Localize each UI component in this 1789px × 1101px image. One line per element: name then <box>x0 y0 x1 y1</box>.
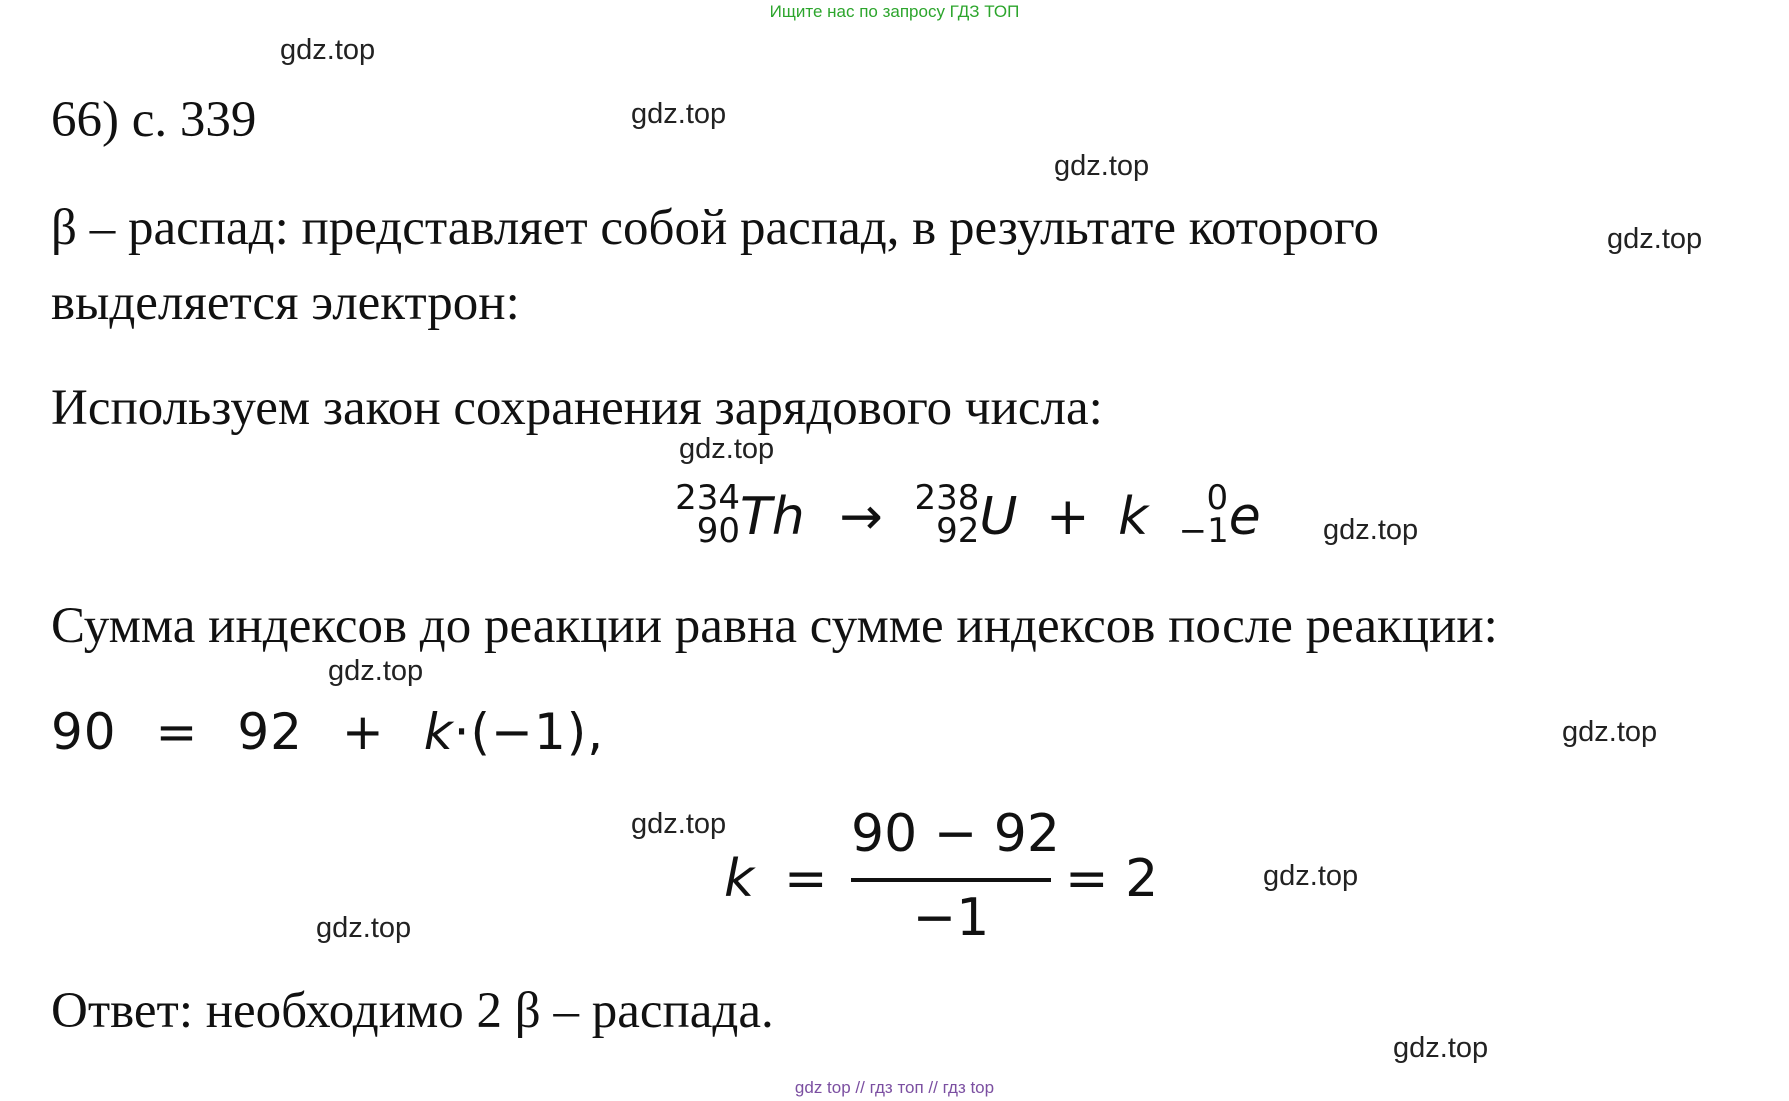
uranium-mass-number: 238 <box>914 478 980 518</box>
charge-balance-equation <box>51 703 605 761</box>
bottom-banner: gdz top // гдз топ // гдз top <box>794 1078 995 1097</box>
watermark: gdz.top <box>679 433 775 465</box>
lhs-value: 90 <box>51 703 117 761</box>
watermark: gdz.top <box>1054 150 1150 182</box>
watermark: gdz.top <box>631 98 727 130</box>
electron-charge-product: ·(−1), <box>453 703 605 761</box>
uranium-charge-value: 92 <box>237 703 303 761</box>
coefficient-k: k <box>1118 487 1149 547</box>
plus-sign: + <box>341 703 385 761</box>
reaction-equation <box>675 478 1261 551</box>
uranium-charge-number: 92 <box>936 511 980 551</box>
answer-line: Ответ: необходимо 2 β – распада. <box>51 983 774 1039</box>
coefficient-k: k <box>423 703 454 761</box>
watermark: gdz.top <box>316 912 412 944</box>
watermark: gdz.top <box>280 34 376 66</box>
fraction-denominator: −1 <box>912 888 990 948</box>
thorium-charge-number: 90 <box>696 511 740 551</box>
top-banner: Ищите нас по запросу ГДЗ ТОП <box>769 2 1020 21</box>
uranium-nuclide <box>914 478 1018 551</box>
sum-statement: Сумма индексов до реакции равна сумме индексов после реакции: <box>51 598 1498 654</box>
watermark: gdz.top <box>1263 860 1359 892</box>
fraction-numerator: 90 − 92 <box>851 804 1060 864</box>
plus-sign: + <box>1045 487 1090 547</box>
fraction-bar <box>851 878 1051 882</box>
thorium-nuclide <box>675 478 805 551</box>
fraction-result: = 2 <box>1065 849 1159 909</box>
watermark: gdz.top <box>1607 223 1703 255</box>
equals-sign: = <box>784 849 828 909</box>
thorium-mass-number: 234 <box>675 478 740 518</box>
electron-particle <box>1178 478 1261 551</box>
definition-line-2: выделяется электрон: <box>51 275 520 331</box>
uranium-symbol: U <box>979 487 1018 547</box>
watermark: gdz.top <box>328 655 424 687</box>
problem-heading: 66) с. 339 <box>51 92 257 148</box>
watermark: gdz.top <box>1562 716 1658 748</box>
definition-line-1: β – распад: представляет собой распад, в результате которого <box>51 200 1380 256</box>
equals-sign: = <box>155 703 199 761</box>
law-statement: Используем закон сохранения зарядового числа: <box>51 380 1103 436</box>
thorium-symbol: Th <box>740 487 805 547</box>
watermark: gdz.top <box>631 808 727 840</box>
watermark: gdz.top <box>1323 514 1419 546</box>
watermark: gdz.top <box>1393 1032 1489 1064</box>
electron-mass-number: 0 <box>1206 478 1229 518</box>
electron-symbol: e <box>1228 487 1261 547</box>
electron-charge-number: −1 <box>1178 511 1229 551</box>
reaction-arrow: → <box>839 487 883 547</box>
coefficient-k: k <box>724 849 755 909</box>
